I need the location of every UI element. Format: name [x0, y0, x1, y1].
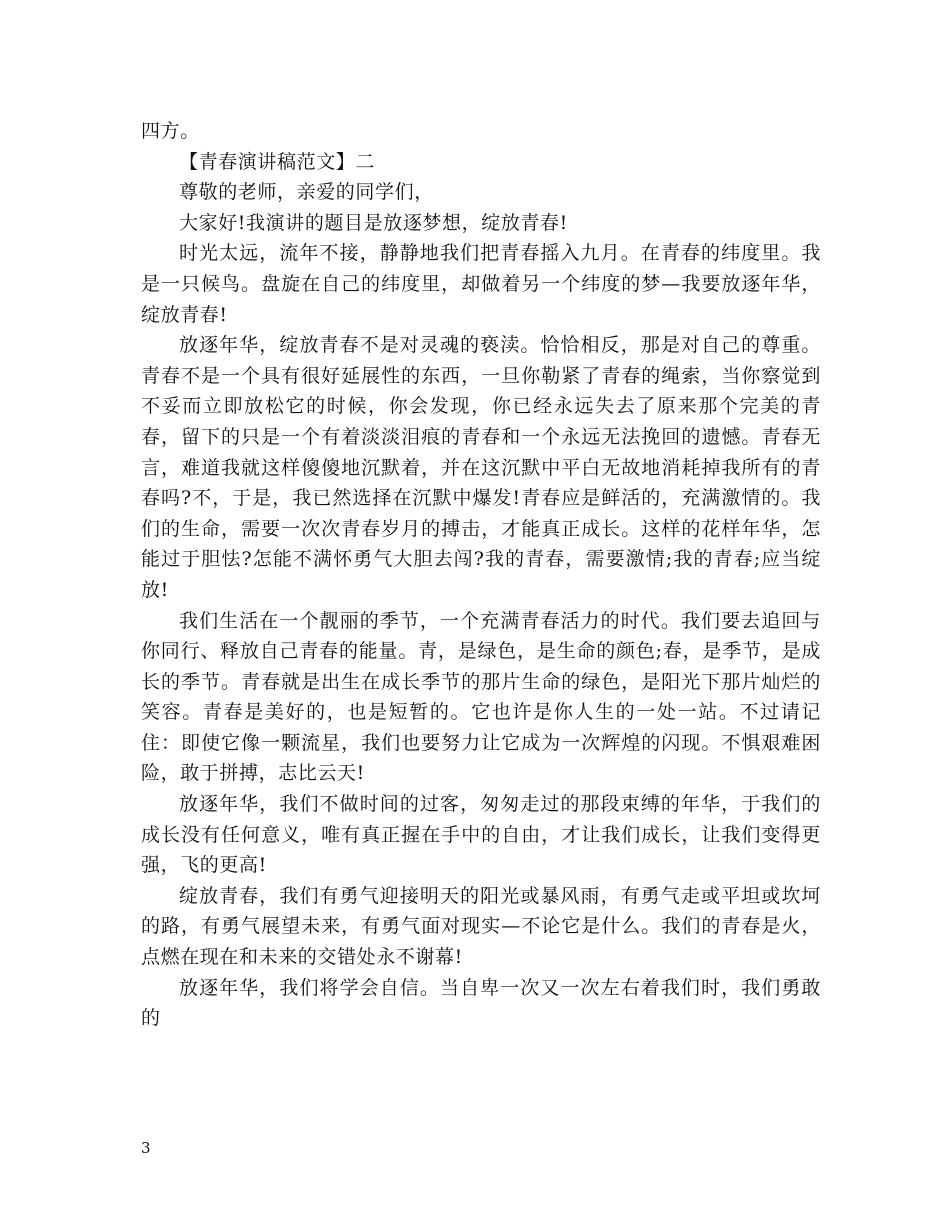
paragraph: 时光太远，流年不接，静静地我们把青春摇入九月。在青春的纬度里。我是一只候鸟。盘旋在自己的纬度里，却做着另一个纬度的梦—我要放逐年华，绽放青春!	[141, 242, 821, 326]
paragraph: 绽放青春，我们有勇气迎接明天的阳光或暴风雨，有勇气走或平坦或坎坷的路，有勇气展望未来，有勇气面对现实—不论它是什么。我们的青春是火，点燃在现在和未来的交错处永不谢幕!	[141, 884, 821, 969]
page-number: 3	[141, 1139, 151, 1157]
paragraph: 放逐年华，绽放青春不是对灵魂的亵渎。恰恰相反，那是对自己的尊重。青春不是一个具有很好延展性的东西，一旦你勒紧了青春的绳索，当你察觉到不妥而立即放松它的时候，你会发现，你已经永远失去了原来那个完美的青春，留下的只是一个有着淡淡泪痕的青春和一个永远无法挽回的遗憾。青春无言，难道我就这样傻傻地沉默着，并在这沉默中平白无故地消耗掉我所有的青春吗?不，于是，我已然选择在沉默中爆发!青春应是鲜活的，充满激情的。我们的生命，需要一次次青春岁月的搏击，才能真正成长。这样的花样年华，怎能过于胆怯?怎能不满怀勇气大胆去闯?我的青春，需要激情;我的青春;应当绽放!	[141, 334, 821, 601]
salutation: 尊敬的老师，亲爱的同学们，	[179, 181, 434, 204]
greeting: 大家好!我演讲的题目是放逐梦想，绽放青春!	[179, 211, 568, 234]
paragraph: 放逐年华，我们将学会自信。当自卑一次又一次左右着我们时，我们勇敢的	[141, 976, 821, 1030]
paragraph: 放逐年华，我们不做时间的过客，匆匆走过的那段束缚的年华，于我们的成长没有任何意义，唯有真正握在手中的自由，才让我们成长，让我们变得更强，飞的更高!	[141, 793, 821, 877]
paragraph-continuation: 四方。	[141, 120, 200, 142]
paragraph: 我们生活在一个靓丽的季节，一个充满青春活力的时代。我们要去追回与你同行、释放自己青春的能量。青，是绿色，是生命的颜色;春，是季节，是成长的季节。青春就是出生在成长季节的那片生命的绿色，是阳光下那片灿烂的笑容。青春是美好的，也是短暂的。它也许是你人生的一处一站。不过请记住：即使它像一颗流星，我们也要努力让它成为一次辉煌的闪现。不惧艰难困险，敢于拼搏，志比云天!	[141, 609, 821, 785]
section-heading: 【青春演讲稿范文】二	[179, 150, 376, 173]
document-body	[141, 116, 821, 1034]
